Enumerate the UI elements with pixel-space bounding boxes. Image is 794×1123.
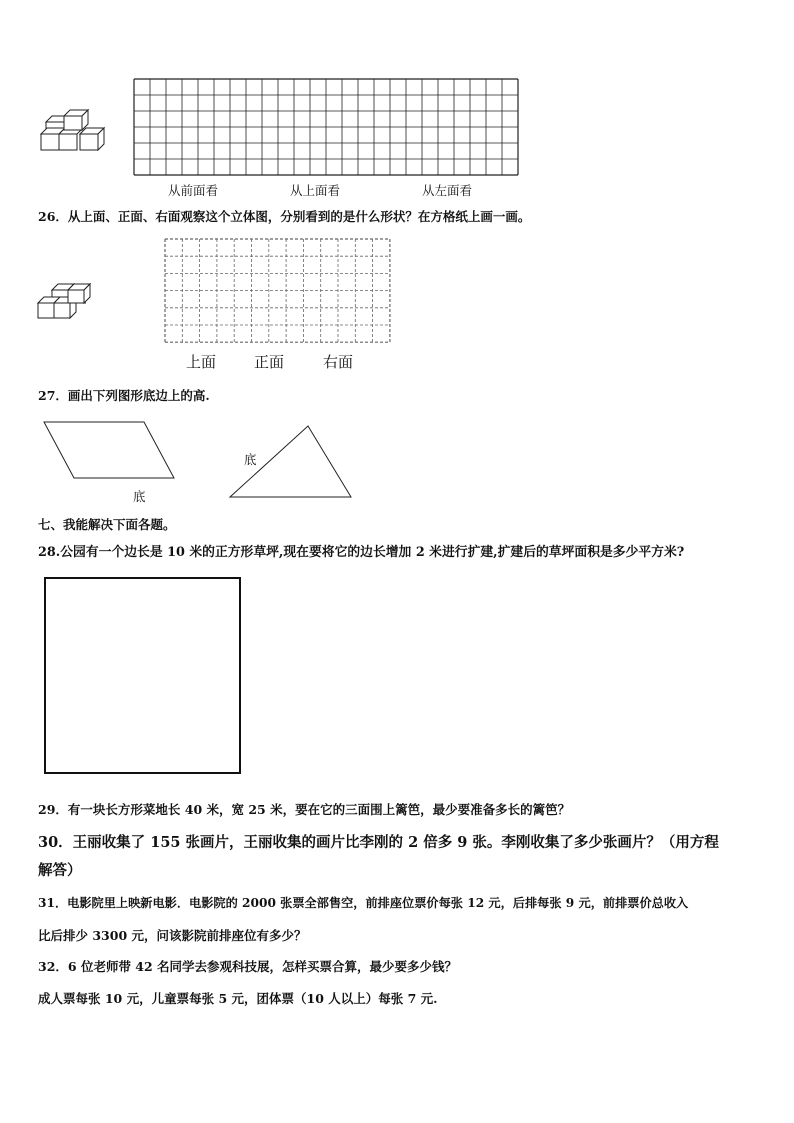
q28-text: 28.公园有一个边长是 10 米的正方形草坪,现在要将它的边长增加 2 米进行扩建,扩建后的草坪面积是多少平方米? xyxy=(38,545,685,560)
q31-text-line1: 31．电影院里上映新电影．电影院的 2000 张票全部售空，前排座位票价每张 12 元，后排每张 9 元，前排票价总收入 xyxy=(38,896,689,910)
q32-text-line1: 32．6 位老师带 42 名同学去参观科技展，怎样买票合算，最少要多少钱？ xyxy=(38,959,458,974)
q30-text-line1: 30．王丽收集了 155 张画片，王丽收集的画片比李刚的 2 倍多 9 张。李刚收集了多少张画片？（用方程 xyxy=(38,834,719,851)
q26-label-front: 正面 xyxy=(254,353,285,371)
q25-cube-figure xyxy=(38,108,112,156)
q31-text-line2: 比后排少 3300 元，问该影院前排座位有多少？ xyxy=(38,928,307,943)
q26-grid-paper[interactable] xyxy=(163,237,391,345)
q26-label-right: 右面 xyxy=(323,353,354,371)
q25-label-left: 从左面看 xyxy=(422,183,473,198)
q25-label-top: 从上面看 xyxy=(290,183,341,198)
q26-cube-figure xyxy=(36,280,92,322)
q28-square-figure xyxy=(44,577,241,774)
q26-text: 26．从上面、正面、右面观察这个立体图，分别看到的是什么形状？在方格纸上画一画。 xyxy=(38,209,531,224)
q30-text-line2: 解答） xyxy=(38,862,82,879)
q32-text-line2: 成人票每张 10 元，儿童票每张 5 元，团体票（10 人以上）每张 7 元. xyxy=(38,991,438,1006)
q25-label-front: 从前面看 xyxy=(168,183,219,198)
q27-triangle-base-label: 底 xyxy=(244,452,257,467)
q27-parallelogram-base-label: 底 xyxy=(133,489,146,504)
q27-text: 27．画出下列图形底边上的高. xyxy=(38,388,210,403)
q27-parallelogram[interactable] xyxy=(40,420,180,482)
section-7-title: 七、我能解决下面各题。 xyxy=(38,517,176,532)
q26-label-top: 上面 xyxy=(186,353,217,371)
q29-text: 29．有一块长方形菜地长 40 米，宽 25 米，要在它的三面围上篱笆，最少要准备多长的篱笆？ xyxy=(38,802,571,817)
q25-grid-paper[interactable] xyxy=(132,77,522,177)
